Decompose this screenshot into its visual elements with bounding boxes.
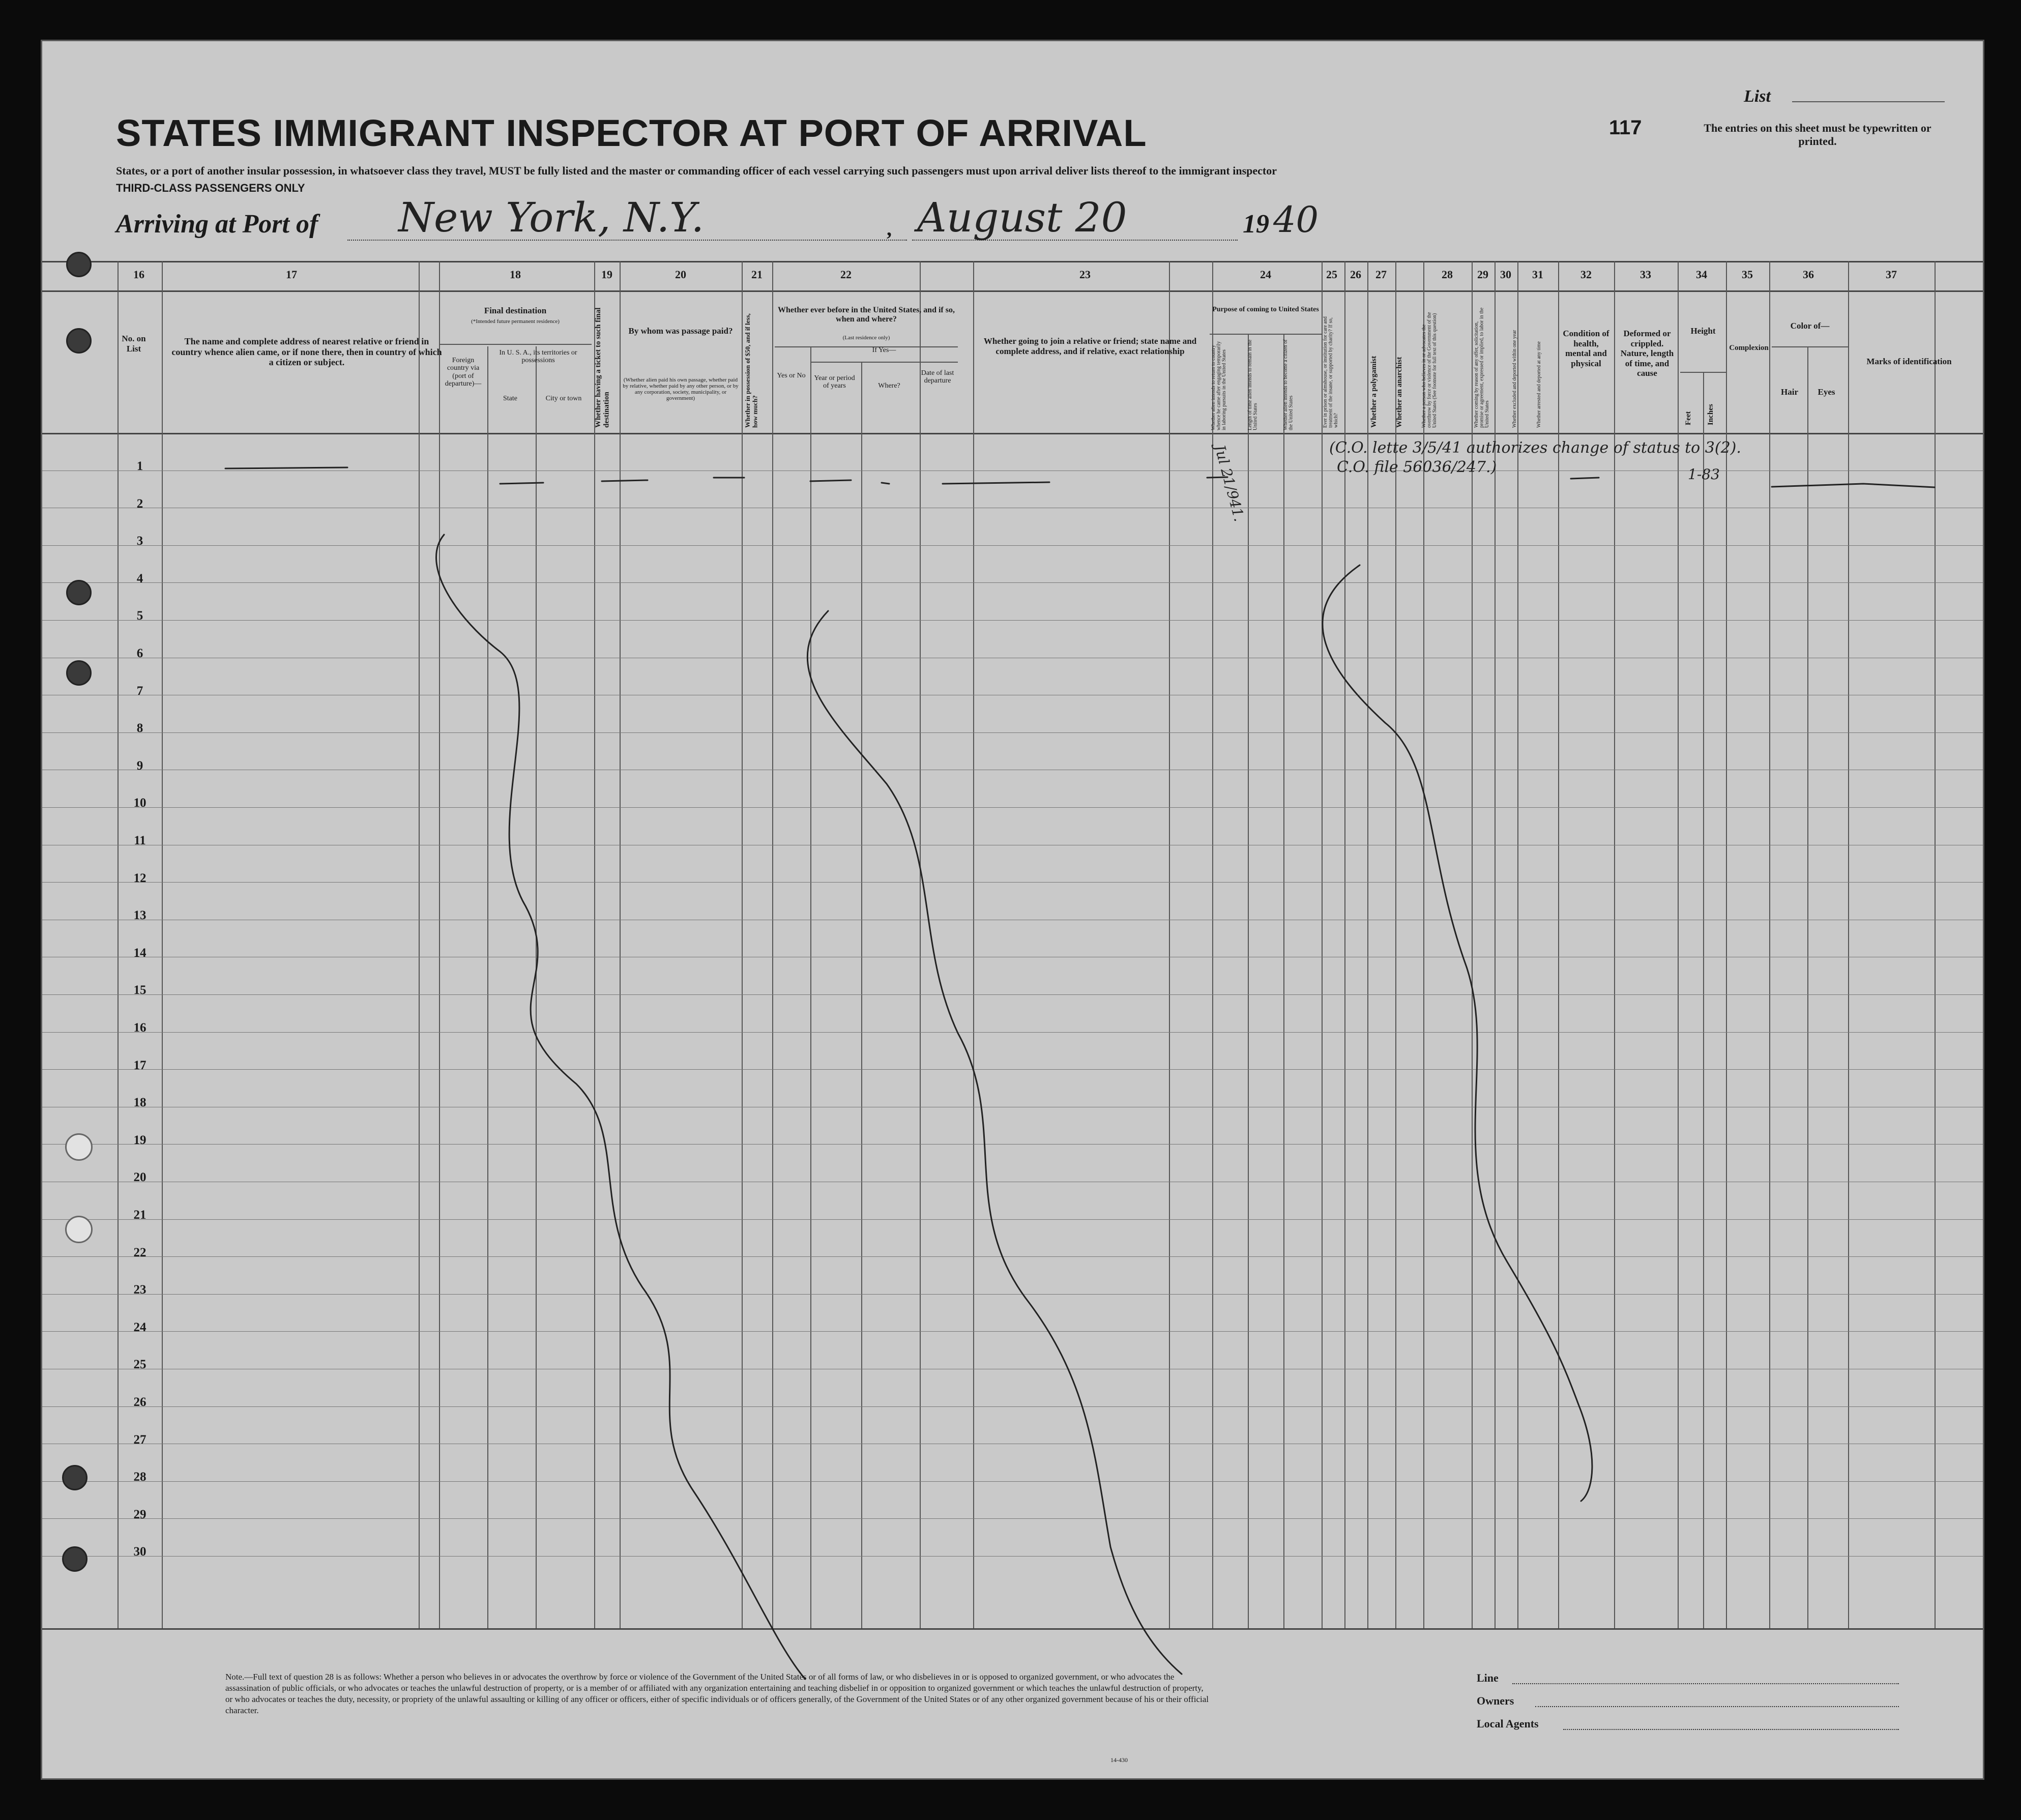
- column-number: 20: [675, 268, 686, 281]
- column-number: 37: [1886, 268, 1897, 281]
- header-c24-c: Whether alien intends to become a citizen of the United States: [1283, 339, 1294, 430]
- punch-hole: [65, 1133, 93, 1161]
- column-number: 29: [1477, 268, 1488, 281]
- row-number: 13: [133, 908, 147, 923]
- row-number: 28: [133, 1470, 147, 1484]
- date-handwritten: August 20: [917, 194, 1127, 241]
- column-number: 34: [1696, 268, 1707, 281]
- row-number: 18: [133, 1096, 147, 1110]
- row-number: 26: [133, 1395, 147, 1409]
- header-c18-city: City or town: [545, 395, 582, 402]
- column-number: 23: [1079, 268, 1091, 281]
- row-number: 30: [133, 1545, 147, 1559]
- header-c22-title: Whether ever before in the United States, and if so, when and where?: [778, 306, 955, 324]
- header-c36-hair: Hair: [1781, 387, 1798, 397]
- header-c31: Whether arrested and deported at any time: [1536, 341, 1542, 428]
- column-number: 28: [1442, 268, 1453, 281]
- footer-note: Note.—Full text of question 28 is as follows: Whether a person who believes in or advocates the overthrow by force or violence of the Government of the United States or of all forms of law, or who disbelieves in or is opposed to organized government, or who advocates the assassination of public officials, or who advocates or teaches the unlawful destruction of property, or is a member of or affiliated with any organization entertaining and teaching disbelief in or opposition to organized government or which teaches the unlawful destruction of property, or who advocates or teaches the duty, necessity, or propriety of the unlawful assaulting or killing of any officer or officers, either of specific individuals or of officers generally, of the Government of the United States or of any other organized government because of his or their official character.: [225, 1672, 1209, 1716]
- punch-hole: [66, 328, 92, 354]
- dash-c37: [1772, 484, 1935, 487]
- dash-c17: [225, 467, 347, 468]
- annotation-line1: (C.O. lette 3/5/41 authorizes change of status to 3(2).: [1329, 439, 1741, 457]
- header-c32: Condition of health, mental and physical: [1563, 329, 1609, 368]
- height-handwritten: 1-83: [1688, 466, 1720, 483]
- column-number: 22: [840, 268, 852, 281]
- header-c22-yesno: Yes or No: [777, 372, 806, 379]
- column-number: 17: [286, 268, 297, 281]
- header-c23: Whether going to join a relative or friend; state name and complete address, and if relative, exact relationship: [983, 336, 1197, 356]
- header-c22-sub: (Last residence only): [842, 335, 890, 341]
- dash-c24: [1207, 477, 1227, 478]
- punch-hole: [65, 1216, 93, 1243]
- column-number: 33: [1640, 268, 1651, 281]
- row-number: 5: [136, 609, 143, 623]
- header-c18-sub: (*Intended future permanent residence): [471, 318, 560, 325]
- row-number: 24: [133, 1320, 147, 1334]
- port-handwritten: New York, N.Y.: [398, 194, 705, 241]
- footer-agents-rule: [1563, 1729, 1899, 1730]
- form-number: 14-430: [1110, 1756, 1128, 1764]
- header-c19: Whether having a ticket to such final destination: [594, 305, 611, 428]
- comma-sep: ,: [887, 217, 892, 240]
- column-number: 32: [1580, 268, 1592, 281]
- row-number: 14: [133, 946, 147, 960]
- wavy-ditto-right: [1323, 565, 1592, 1501]
- header-c24-title: Purpose of coming to United States: [1212, 306, 1319, 313]
- row-number: 1: [136, 459, 143, 473]
- row-number: 11: [134, 834, 146, 847]
- header-c26: Whether a polygamist: [1370, 356, 1378, 428]
- header-c18-title: Final destination: [484, 306, 547, 315]
- row-number: 23: [133, 1283, 147, 1297]
- sheet-content: [42, 41, 1983, 1778]
- wavy-ditto-middle: [807, 611, 1182, 1674]
- column-number: 19: [601, 268, 612, 281]
- header-c37: Marks of identification: [1866, 357, 1952, 366]
- row-number: 21: [133, 1208, 147, 1222]
- punch-hole: [62, 1546, 87, 1572]
- column-number: 35: [1742, 268, 1753, 281]
- arriving-label: Arriving at Port of: [116, 210, 318, 239]
- header-c33: Deformed or crippled. Nature, length of time, and cause: [1620, 329, 1674, 378]
- header-c20-sub: (Whether alien paid his own passage, whether paid by relative, whether paid by any other person, or by any corporation, society, municipality, or government): [623, 377, 739, 402]
- page-number: 117: [1609, 116, 1642, 139]
- column-number: 16: [133, 268, 144, 281]
- header-c34-inches: Inches: [1707, 404, 1715, 425]
- row-number: 7: [136, 684, 143, 698]
- header-c24-a: Whether alien intends to return to country whence he came after engaging temporarily in laboring pursuits in the United States: [1211, 341, 1227, 430]
- row-number: 16: [133, 1021, 147, 1035]
- row-number: 9: [136, 758, 143, 773]
- class-line: THIRD-CLASS PASSENGERS ONLY: [116, 182, 305, 194]
- column-number: 24: [1260, 268, 1271, 281]
- header-c30: Whether excluded and deported within one year: [1512, 330, 1517, 428]
- footer-agents-label: Local Agents: [1477, 1717, 1539, 1730]
- header-c20-title: By whom was passage paid?: [628, 326, 733, 336]
- footer-line-label: Line: [1477, 1671, 1499, 1684]
- header-c22-date: Date of last departure: [921, 369, 954, 385]
- row-number: 22: [133, 1245, 147, 1259]
- header-c34-feet: Feet: [1684, 411, 1692, 425]
- footer-owners-rule: [1535, 1706, 1899, 1707]
- header-c18-usa: In U. S. A., its territories or possessions: [499, 349, 577, 365]
- dash-c32: [1571, 478, 1599, 479]
- punch-hole: [66, 660, 92, 686]
- header-c35: Complexion: [1729, 344, 1769, 352]
- header-c36-eyes: Eyes: [1818, 387, 1835, 397]
- header-c29: Whether coming by reason of any offer, solicitation, promise or agreement, expressed or implied, to labor in the United States: [1474, 307, 1490, 428]
- punch-hole: [66, 252, 92, 277]
- header-c25: Ever in prison or almshouse, or institution for care and treatment of the insane, or supported by charity? If so, which?: [1323, 316, 1339, 428]
- row-number: 8: [136, 721, 143, 736]
- header-c17: The name and complete address of nearest relative or friend in country whence alien came, or if none there, then in country of which a citizen or subject.: [171, 336, 442, 368]
- footer-line-rule: [1512, 1683, 1899, 1684]
- dash-c18: [500, 483, 543, 484]
- column-number: 36: [1803, 268, 1814, 281]
- dash-c22b: [882, 483, 889, 484]
- list-label: List: [1744, 87, 1771, 106]
- column-number: 25: [1326, 268, 1337, 281]
- column-number: 30: [1500, 268, 1511, 281]
- header-no-on-list: No. on List: [122, 334, 146, 354]
- row-number: 6: [136, 647, 143, 660]
- column-number: 27: [1375, 268, 1387, 281]
- header-c22-where: Where?: [878, 382, 900, 390]
- row1-date-handwritten: Jul 21/941.: [1211, 443, 1248, 523]
- row-number: 12: [133, 871, 147, 885]
- header-c22-years: Year or period of years: [814, 374, 855, 390]
- footer-owners-label: Owners: [1477, 1694, 1514, 1707]
- header-c36-title: Color of—: [1790, 321, 1830, 331]
- year-handwritten: 40: [1273, 199, 1319, 241]
- header-c18-state: State: [503, 395, 517, 402]
- row-number: 15: [133, 983, 147, 997]
- row-number: 10: [133, 796, 147, 810]
- row-number: 3: [136, 534, 143, 548]
- punch-hole: [66, 580, 92, 605]
- column-number: 21: [751, 268, 763, 281]
- row-number: 19: [133, 1133, 147, 1147]
- header-c27: Whether an anarchist: [1395, 357, 1403, 428]
- punch-hole: [62, 1465, 87, 1490]
- wavy-ditto-left: [436, 535, 805, 1679]
- typewritten-note: The entries on this sheet must be typewritten or printed.: [1704, 122, 1931, 148]
- handwritten-strokes: [42, 41, 1983, 1778]
- year-prefix: 19: [1243, 210, 1269, 239]
- dash-c23: [943, 482, 1049, 484]
- header-c34-title: Height: [1690, 326, 1716, 336]
- dash-c20: [602, 480, 648, 481]
- instruction-text: States, or a port of another insular possession, in whatsoever class they travel, MUST be fully listed and the master or commanding officer of each vessel carrying such passengers must upon arrival deliver lists thereof to the immigrant inspector: [116, 164, 1277, 177]
- row-number: 20: [133, 1170, 147, 1185]
- annotation-line2: C.O. file 56036/247.): [1337, 458, 1497, 476]
- row-number: 4: [136, 571, 143, 585]
- row-number: 2: [136, 496, 143, 511]
- header-c28: Whether a person who believes in or advocates the overthrow by force or violence of the Government of the United States (See footnote for full text of this question): [1421, 312, 1438, 428]
- row-number: 29: [133, 1507, 147, 1521]
- column-number: 31: [1532, 268, 1543, 281]
- header-c24-b: Length of time alien intends to remain in the United States: [1247, 339, 1258, 430]
- row-number: 17: [133, 1058, 147, 1072]
- column-number: 18: [510, 268, 521, 281]
- dash-c22a: [810, 480, 851, 481]
- form-title: STATES IMMIGRANT INSPECTOR AT PORT OF ARRIVAL: [116, 112, 1147, 154]
- header-c21: Whether in possession of $50, and if less, how much?: [744, 311, 759, 428]
- header-c22-ifyes: If Yes—: [872, 346, 896, 354]
- row-number: 25: [133, 1358, 147, 1372]
- column-number: 26: [1350, 268, 1361, 281]
- header-c18-foreign: Foreign country via (port of departure)—: [445, 357, 482, 388]
- manifest-sheet: [41, 40, 1984, 1780]
- row-number: 27: [133, 1432, 147, 1447]
